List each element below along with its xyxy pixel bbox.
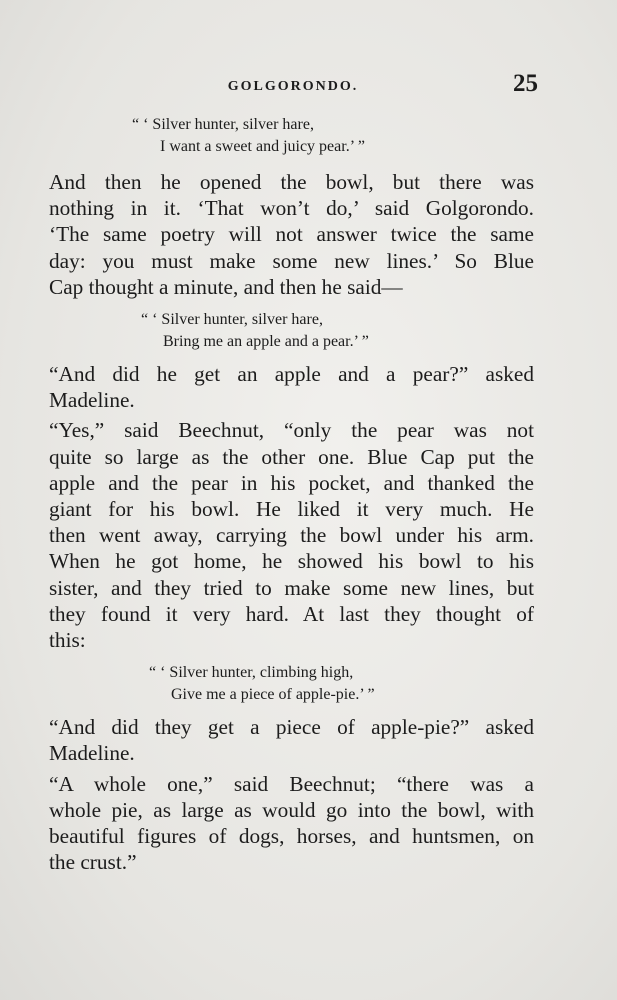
verse-2 <box>141 309 534 353</box>
text-line: When he got home, he showed his bowl to his <box>49 549 534 574</box>
paragraph-4 <box>49 714 534 766</box>
running-title: GOLGORONDO. <box>227 79 359 94</box>
text-line: the crust.” <box>49 850 137 875</box>
text-line: Madeline. <box>49 741 135 766</box>
verse-line: “ ‘ Silver hunter, silver hare, <box>141 311 323 329</box>
text-line: “And did they get a piece of apple-pie?” asked <box>49 715 534 740</box>
paragraph-2 <box>49 361 534 413</box>
text-line: quite so large as the other one. Blue Cap put the <box>49 444 534 469</box>
text-line: this: <box>49 628 86 653</box>
text-line: Madeline. <box>49 388 135 413</box>
verse-line: Give me a piece of apple-pie.’ ” <box>171 686 375 704</box>
paragraph-3 <box>49 417 534 653</box>
text-line: Cap thought a minute, and then he said— <box>49 274 403 299</box>
text-line: ‘The same poetry will not answer twice the same <box>49 222 534 247</box>
text-line: sister, and they tried to make some new lines, but <box>49 575 534 600</box>
page-body <box>49 114 534 875</box>
verse-3 <box>149 662 534 706</box>
text-line: whole pie, as large as would go into the bowl, with <box>49 797 534 822</box>
verse-line: “ ‘ Silver hunter, silver hare, <box>132 116 314 133</box>
verse-1 <box>132 114 534 158</box>
verse-line: Bring me an apple and a pear.’ ” <box>163 333 369 351</box>
page-number: 25 <box>513 70 538 97</box>
text-line: apple and the pear in his pocket, and thanked the <box>49 470 534 495</box>
text-line: beautiful figures of dogs, horses, and huntsmen, on <box>49 824 534 849</box>
paragraph-1 <box>49 169 534 300</box>
page-header <box>48 70 538 100</box>
text-line: day: you must make some new lines.’ So Blue <box>49 248 534 273</box>
text-line: giant for his bowl. He liked it very much. He <box>49 497 534 522</box>
text-line: they found it very hard. At last they thought of <box>49 601 534 626</box>
text-line: nothing in it. ‘That won’t do,’ said Golgorondo. <box>49 196 534 221</box>
verse-line: I want a sweet and juicy pear.’ ” <box>160 138 365 155</box>
verse-line: “ ‘ Silver hunter, climbing high, <box>149 664 354 682</box>
paragraph-5 <box>49 771 534 876</box>
text-line: “Yes,” said Beechnut, “only the pear was not <box>49 418 534 443</box>
text-line: “And did he get an apple and a pear?” asked <box>49 362 534 387</box>
text-line: And then he opened the bowl, but there was <box>49 170 534 194</box>
text-line: “A whole one,” said Beechnut; “there was a <box>49 771 534 796</box>
text-line: then went away, carrying the bowl under his arm. <box>49 523 534 548</box>
